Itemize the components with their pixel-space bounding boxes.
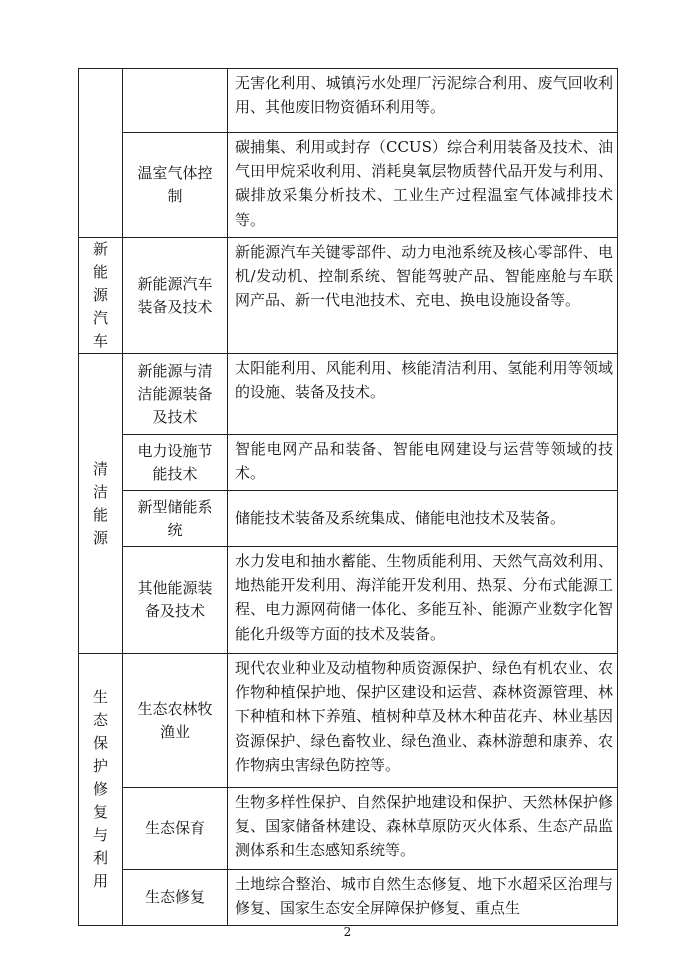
subcategory-cell: 生态修复 (123, 870, 228, 926)
description-cell: 碳捕集、利用或封存（CCUS）综合利用装备及技术、油气田甲烷采收利用、消耗臭氧层物质替代品开发与利用、碳排放采集分析技术、工业生产过程温室气体减排技术等。 (228, 133, 618, 238)
description-cell: 水力发电和抽水蓄能、生物质能利用、天然气高效利用、地热能开发利用、海洋能开发利用、热泵、分布式能源工程、电力源网荷储一体化、多能互补、能源产业数字化智能化升级等方面的技术及装备。 (228, 547, 618, 654)
subcategory-cell: 新能源汽车装备及技术 (123, 238, 228, 354)
description-cell: 生物多样性保护、自然保护地建设和保护、天然林保护修复、国家储备林建设、森林草原防灭火体系、生态产品监测体系和生态感知系统等。 (228, 788, 618, 870)
table-row (79, 238, 618, 354)
table-row (79, 788, 618, 870)
description-cell: 无害化利用、城镇污水处理厂污泥综合利用、废气回收利用、其他废旧物资循环利用等。 (228, 69, 618, 133)
description-cell: 土地综合整治、城市自然生态修复、地下水超采区治理与修复、国家生态安全屏障保护修复、重点生 (228, 870, 618, 926)
category-cell: 生态保护修复与利用 (79, 654, 123, 926)
description-cell: 现代农业种业及动植物种质资源保护、绿色有机农业、农作物种植保护地、保护区建设和运营、森林资源管理、林下种植和林下养殖、植树种草及林木种苗花卉、林业基因资源保护、绿色畜牧业、绿色渔业、森林游憩和康养、农作物病虫害绿色防控等。 (228, 654, 618, 788)
description-cell: 储能技术装备及系统集成、储能电池技术及装备。 (228, 491, 618, 547)
subcategory-cell: 生态保育 (123, 788, 228, 870)
description-cell: 智能电网产品和装备、智能电网建设与运营等领域的技术。 (228, 435, 618, 491)
industry-catalog-table (78, 68, 618, 926)
table-row (79, 654, 618, 788)
subcategory-cell: 生态农林牧渔业 (123, 654, 228, 788)
description-cell: 新能源汽车关键零部件、动力电池系统及核心零部件、电机/发动机、控制系统、智能驾驶产品、智能座舱与车联网产品、新一代电池技术、充电、换电设施设备等。 (228, 238, 618, 354)
subcategory-cell: 其他能源装备及技术 (123, 547, 228, 654)
table-row (79, 547, 618, 654)
table-row (79, 870, 618, 926)
subcategory-cell: 温室气体控制 (123, 133, 228, 238)
page-number: 2 (343, 925, 352, 939)
category-cell (79, 69, 123, 238)
table-row (79, 69, 618, 133)
table-row (79, 133, 618, 238)
table-row (79, 435, 618, 491)
subcategory-cell: 新能源与清洁能源装备及技术 (123, 354, 228, 435)
subcategory-cell: 电力设施节能技术 (123, 435, 228, 491)
subcategory-cell (123, 69, 228, 133)
category-cell: 新能源汽车 (79, 238, 123, 354)
table-row (79, 354, 618, 435)
table-row (79, 491, 618, 547)
subcategory-cell: 新型储能系统 (123, 491, 228, 547)
category-cell: 清洁能源 (79, 354, 123, 654)
description-cell: 太阳能利用、风能利用、核能清洁利用、氢能利用等领域的设施、装备及技术。 (228, 354, 618, 435)
